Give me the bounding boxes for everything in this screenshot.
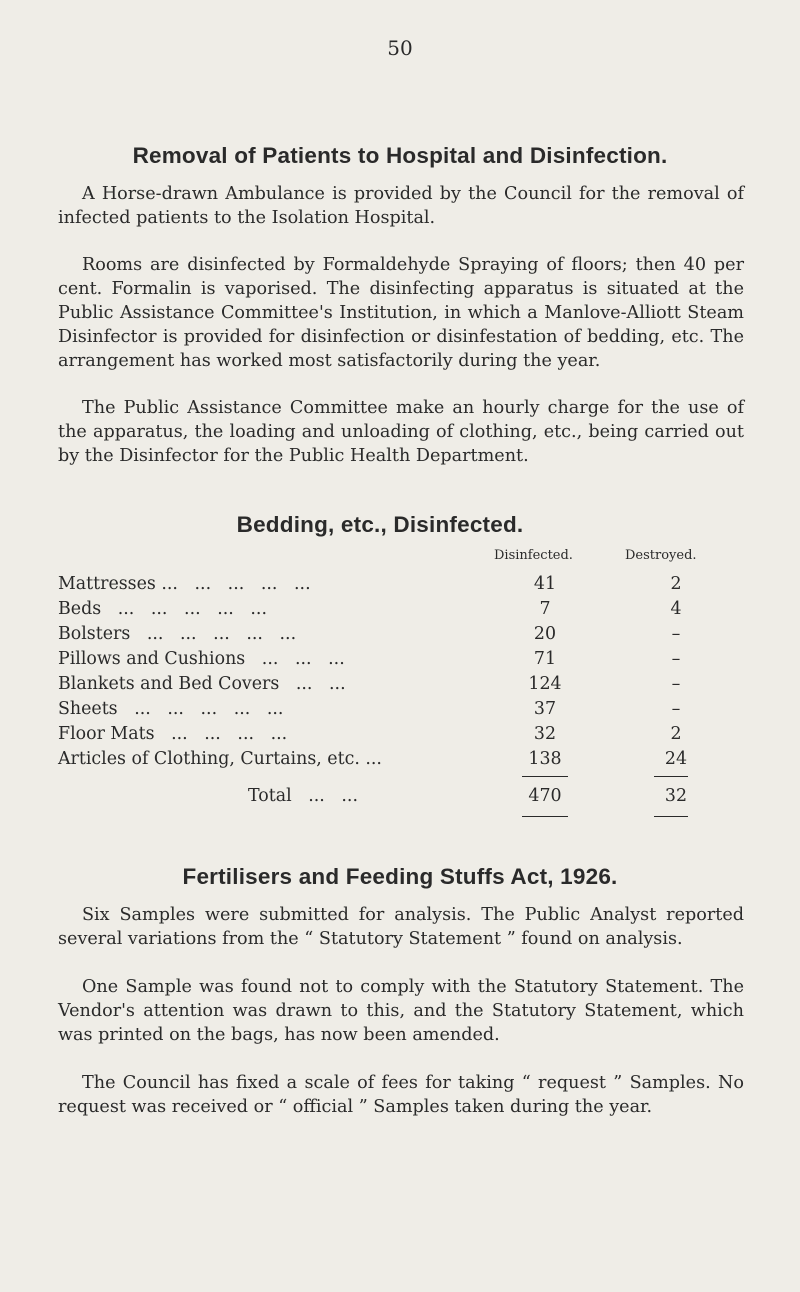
paragraph-text: Six Samples were submitted for analysis. The Public Analyst reported several variations from the “ Statutory Statement ” found on analysis. [58, 905, 744, 949]
section-heading-fertilisers: Fertilisers and Feeding Stuffs Act, 1926. [182, 864, 618, 889]
total-destroyed: 32 [664, 786, 688, 806]
paragraph [58, 396, 744, 468]
destroyed-value: 2 [670, 574, 682, 594]
column-header-disinfected: Disinfected. [494, 548, 573, 563]
destroyed-value: 2 [670, 724, 682, 744]
total-rule [654, 776, 688, 777]
destroyed-value: – [671, 674, 681, 694]
table-row [58, 572, 748, 596]
page-number: 50 [387, 36, 413, 60]
section-heading-removal: Removal of Patients to Hospital and Disinfection. [132, 143, 668, 168]
disinfected-value: 41 [533, 574, 557, 594]
table-heading: Bedding, etc., Disinfected. [236, 512, 524, 537]
disinfected-value: 138 [528, 749, 562, 769]
row-label: Mattresses ... ... ... ... ... [58, 574, 311, 594]
table-row [58, 697, 748, 721]
disinfected-value: 7 [539, 599, 551, 619]
total-disinfected: 470 [528, 786, 562, 806]
paragraph-text: One Sample was found not to comply with the Statutory Statement. The Vendor's attention was drawn to this, and the Statutory Statement, which was printed on the bags, has now been amended. [58, 977, 744, 1045]
table-row [58, 647, 748, 671]
row-label: Blankets and Bed Covers ... ... [58, 674, 346, 694]
destroyed-value: – [671, 624, 681, 644]
paragraph-text: The Council has fixed a scale of fees for taking “ request ” Samples. No request was received or “ official ” Samples taken during the year. [58, 1073, 744, 1117]
disinfected-value: 71 [533, 649, 557, 669]
total-row [58, 784, 748, 808]
paragraph-text: Rooms are disinfected by Formaldehyde Spraying of floors; then 40 per cent. Formalin is vaporised. The disinfecting apparatus is situated at the Public Assistance Committee's Institution, in which a Manlove-Alliott Steam Disinfector is provided for disinfection or disinfestation of bedding, etc. The arrangement has worked most satisfactorily during the year. [58, 255, 744, 371]
total-rule [522, 776, 568, 777]
row-label: Articles of Clothing, Curtains, etc. ... [58, 749, 382, 769]
paragraph [58, 975, 744, 1047]
paragraph [58, 182, 744, 230]
column-header-destroyed: Destroyed. [625, 548, 697, 563]
row-label: Sheets ... ... ... ... ... [58, 699, 284, 719]
row-label: Beds ... ... ... ... ... [58, 599, 267, 619]
table-row [58, 672, 748, 696]
row-label: Bolsters ... ... ... ... ... [58, 624, 297, 644]
disinfected-value: 124 [528, 674, 562, 694]
destroyed-value: – [671, 699, 681, 719]
disinfected-value: 37 [533, 699, 557, 719]
disinfected-value: 32 [533, 724, 557, 744]
paragraph-text: A Horse-drawn Ambulance is provided by the Council for the removal of infected patients to the Isolation Hospital. [58, 184, 744, 228]
total-rule [522, 816, 568, 817]
destroyed-value: 24 [664, 749, 688, 769]
paragraph [58, 253, 744, 373]
table-row [58, 722, 748, 746]
total-rule [654, 816, 688, 817]
destroyed-value: 4 [670, 599, 682, 619]
disinfected-value: 20 [533, 624, 557, 644]
row-label: Pillows and Cushions ... ... ... [58, 649, 345, 669]
table-row [58, 622, 748, 646]
table-row [58, 747, 748, 771]
paragraph-text: The Public Assistance Committee make an hourly charge for the use of the apparatus, the loading and unloading of clothing, etc., being carried out by the Disinfector for the Public Health Department. [58, 398, 744, 466]
destroyed-value: – [671, 649, 681, 669]
total-label: Total ... ... [248, 786, 358, 806]
table-row [58, 597, 748, 621]
paragraph [58, 903, 744, 951]
row-label: Floor Mats ... ... ... ... [58, 724, 288, 744]
paragraph [58, 1071, 744, 1119]
